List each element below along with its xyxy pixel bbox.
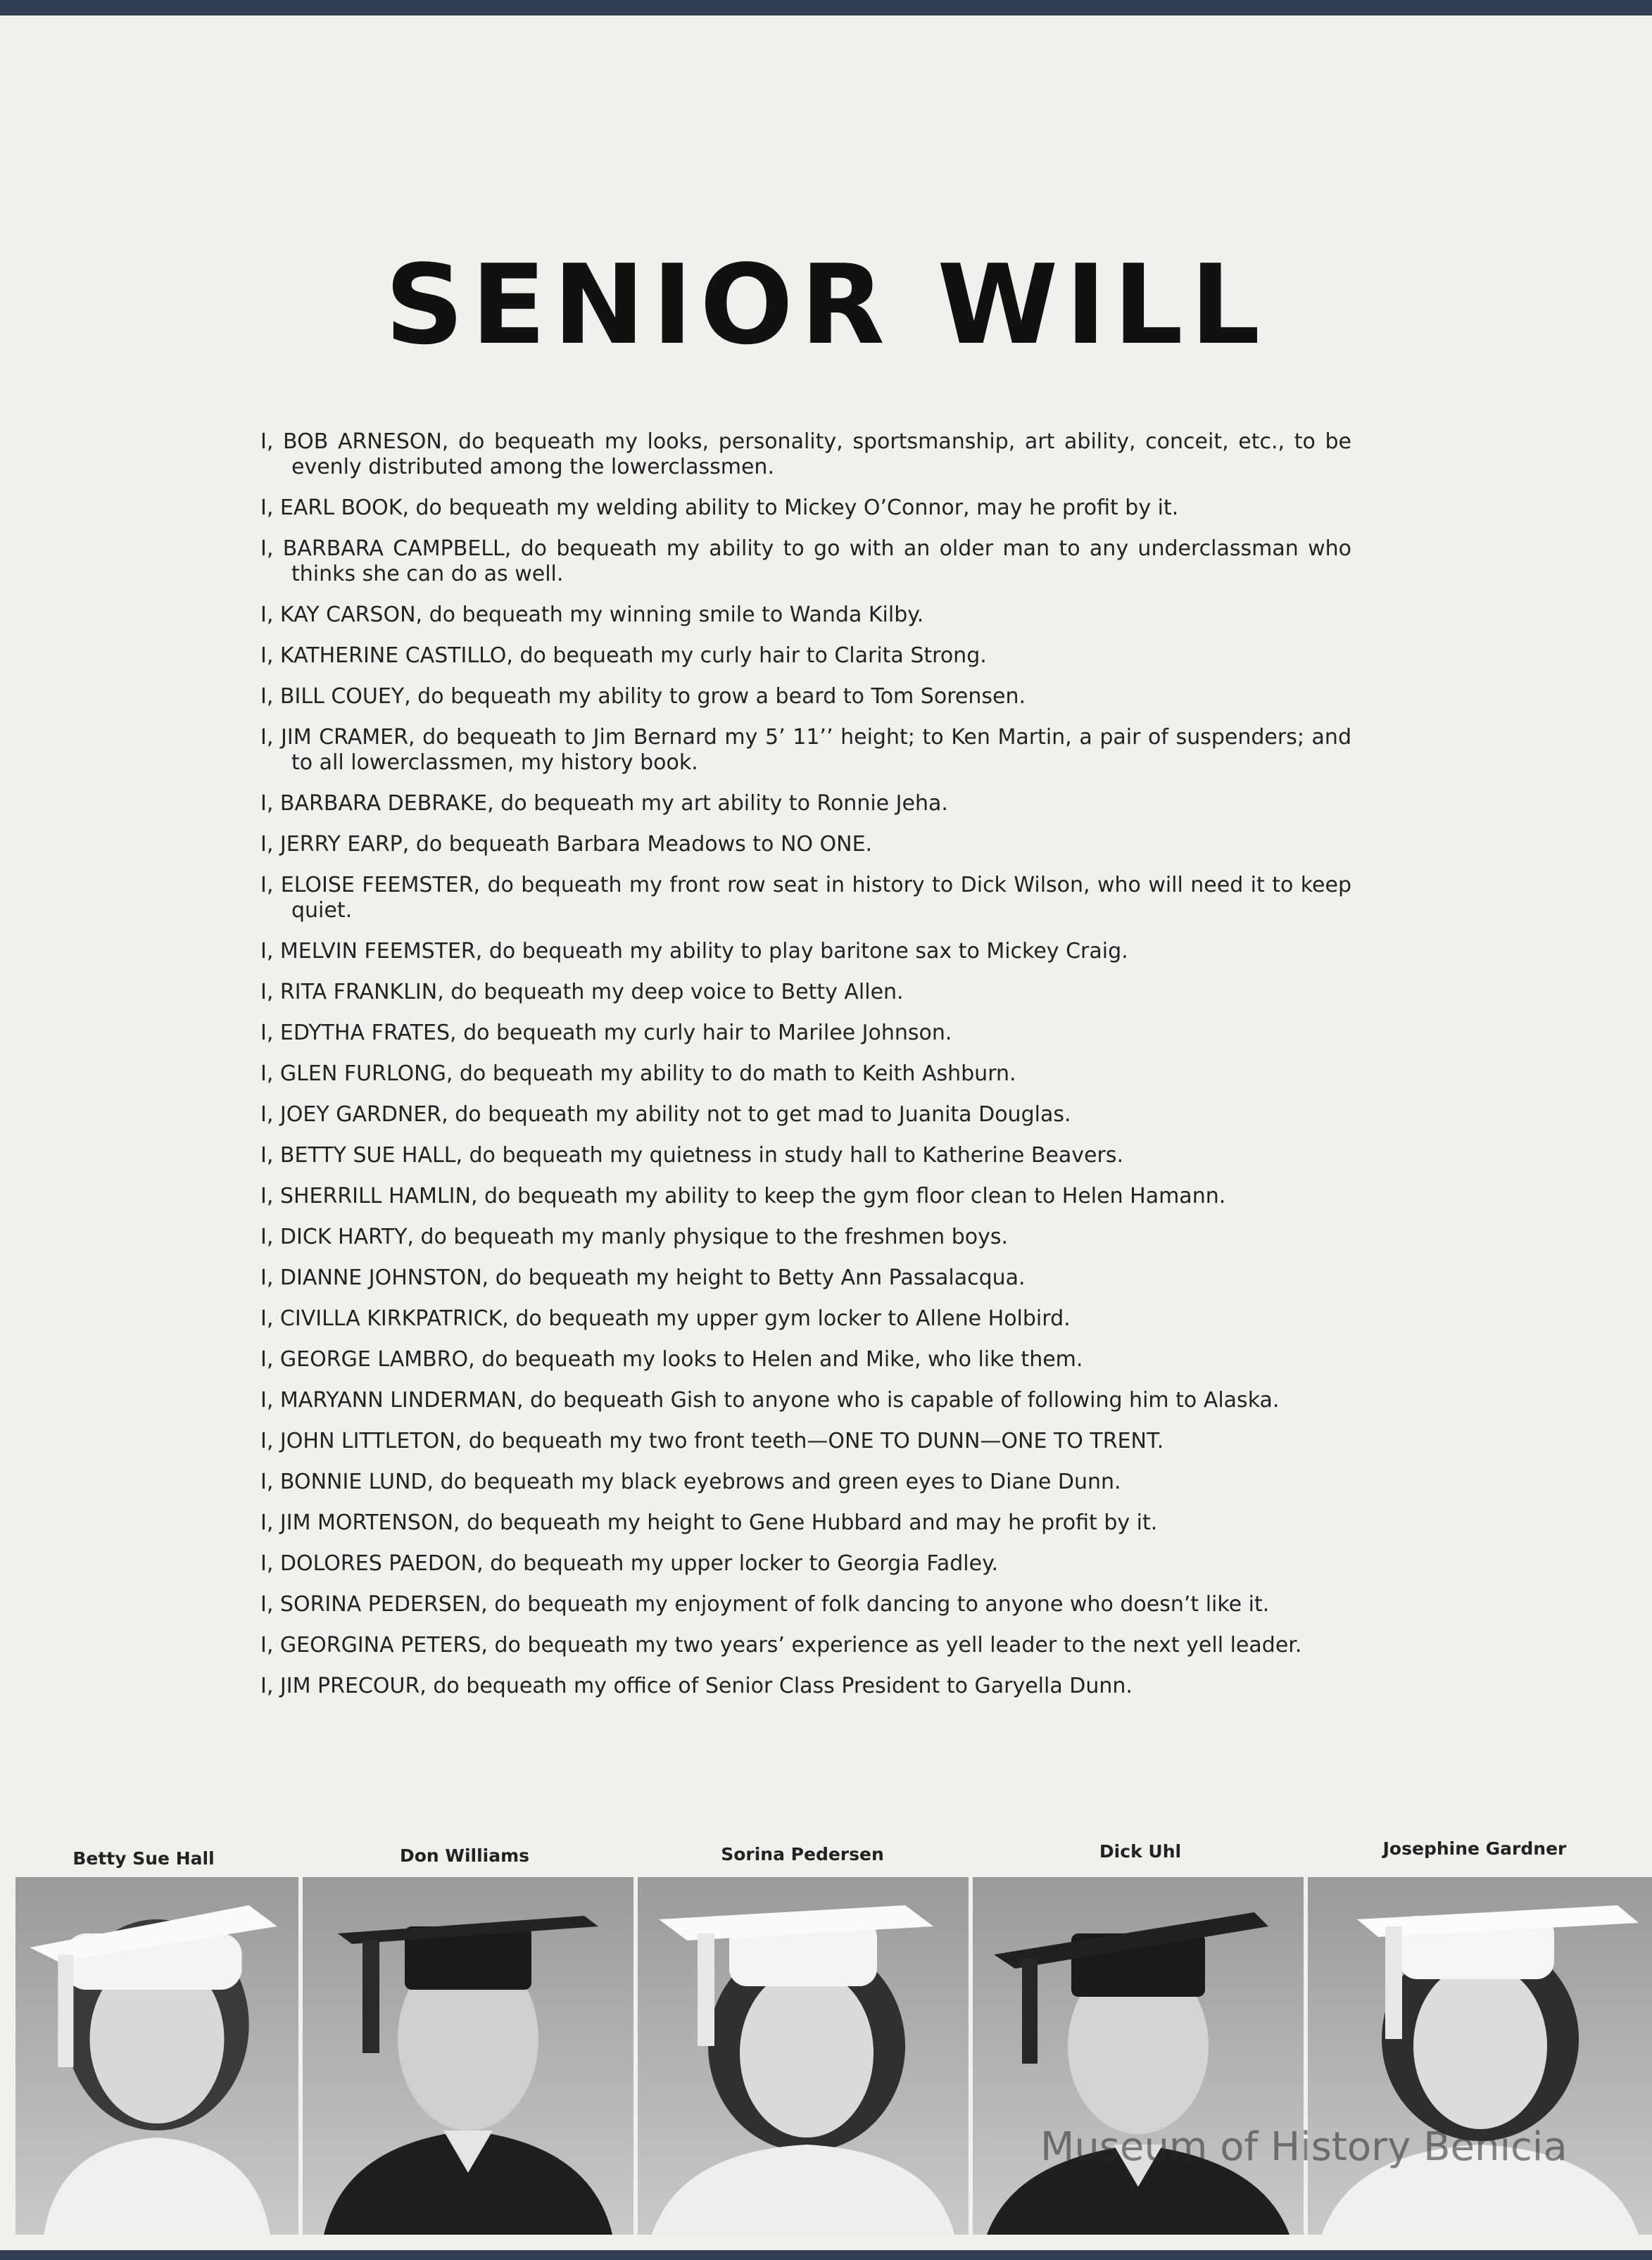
portrait-image bbox=[15, 1877, 298, 2235]
portrait-photo bbox=[1308, 1877, 1652, 2235]
will-entry: I, DOLORES PAEDON, do bequeath my upper locker to Georgia Fadley. bbox=[260, 1551, 999, 1576]
will-entry: I, BONNIE LUND, do bequeath my black eyebrows and green eyes to Diane Dunn. bbox=[260, 1470, 1121, 1494]
watermark: Museum of History Benicia bbox=[1040, 2124, 1568, 2170]
portrait-photo bbox=[303, 1877, 633, 2235]
will-entry: I, CIVILLA KIRKPATRICK, do bequeath my upper gym locker to Allene Holbird. bbox=[260, 1306, 1071, 1331]
portrait-caption: Betty Sue Hall bbox=[72, 1848, 215, 1869]
portrait-photo bbox=[15, 1877, 298, 2235]
will-entry: I, KATHERINE CASTILLO, do bequeath my curly hair to Clarita Strong. bbox=[260, 643, 987, 668]
will-entry: I, BETTY SUE HALL, do bequeath my quietness in study hall to Katherine Beavers. bbox=[260, 1143, 1124, 1168]
will-entry: I, BOB ARNESON, do bequeath my looks, personality, sportsmanship, art ability, conceit, etc., to be evenly distributed among the lowerclassmen. bbox=[260, 429, 1351, 479]
will-entry: I, EARL BOOK, do bequeath my welding ability to Mickey O’Connor, may he profit by it. bbox=[260, 495, 1179, 520]
will-entry: I, JERRY EARP, do bequeath Barbara Meadows to NO ONE. bbox=[260, 832, 873, 857]
portrait-caption: Sorina Pedersen bbox=[721, 1844, 884, 1864]
portrait-caption: Don Williams bbox=[399, 1845, 530, 1866]
will-entry: I, MARYANN LINDERMAN, do bequeath Gish to anyone who is capable of following him to Alaska. bbox=[260, 1388, 1280, 1413]
portrait-captions bbox=[0, 1840, 1652, 1868]
portrait-caption: Josephine Gardner bbox=[1382, 1838, 1567, 1859]
will-entry: I, KAY CARSON, do bequeath my winning smile to Wanda Kilby. bbox=[260, 602, 924, 627]
will-entry: I, BILL COUEY, do bequeath my ability to grow a beard to Tom Sorensen. bbox=[260, 684, 1026, 709]
will-entry: I, ELOISE FEEMSTER, do bequeath my front row seat in history to Dick Wilson, who will need it to keep quiet. bbox=[260, 873, 1351, 923]
will-entry: I, EDYTHA FRATES, do bequeath my curly hair to Marilee Johnson. bbox=[260, 1021, 952, 1045]
will-entries bbox=[260, 429, 1351, 1715]
portrait-strip bbox=[10, 1877, 1652, 2243]
portrait-image bbox=[973, 1877, 1304, 2235]
will-entry: I, JIM PRECOUR, do bequeath my office of Senior Class President to Garyella Dunn. bbox=[260, 1674, 1133, 1698]
will-entry: I, RITA FRANKLIN, do bequeath my deep voice to Betty Allen. bbox=[260, 980, 904, 1004]
portrait-photo bbox=[973, 1877, 1304, 2235]
will-entry: I, JIM CRAMER, do bequeath to Jim Bernard my 5’ 11’’ height; to Ken Martin, a pair of suspenders; and to all lowerclassmen, my history book. bbox=[260, 725, 1351, 775]
portrait-image bbox=[638, 1877, 969, 2235]
will-entry: I, GLEN FURLONG, do bequeath my ability to do math to Keith Ashburn. bbox=[260, 1061, 1016, 1086]
will-entry: I, MELVIN FEEMSTER, do bequeath my ability to play baritone sax to Mickey Craig. bbox=[260, 939, 1128, 964]
will-entry: I, BARBARA DEBRAKE, do bequeath my art ability to Ronnie Jeha. bbox=[260, 791, 948, 816]
will-entry: I, DIANNE JOHNSTON, do bequeath my height to Betty Ann Passalacqua. bbox=[260, 1265, 1026, 1290]
will-entry: I, BARBARA CAMPBELL, do bequeath my ability to go with an older man to any underclassman who thinks she can do as well. bbox=[260, 536, 1351, 586]
will-entry: I, GEORGINA PETERS, do bequeath my two years’ experience as yell leader to the next yell leader. bbox=[260, 1633, 1302, 1658]
will-entry: I, JOHN LITTLETON, do bequeath my two front teeth—ONE TO DUNN—ONE TO TRENT. bbox=[260, 1429, 1164, 1453]
portrait-image bbox=[303, 1877, 633, 2235]
will-entry: I, DICK HARTY, do bequeath my manly physique to the freshmen boys. bbox=[260, 1225, 1009, 1249]
will-entry: I, SHERRILL HAMLIN, do bequeath my ability to keep the gym floor clean to Helen Hamann. bbox=[260, 1184, 1226, 1208]
portrait-caption: Dick Uhl bbox=[1099, 1841, 1182, 1862]
will-entry: I, GEORGE LAMBRO, do bequeath my looks to Helen and Mike, who like them. bbox=[260, 1347, 1083, 1372]
will-entry: I, JOEY GARDNER, do bequeath my ability not to get mad to Juanita Douglas. bbox=[260, 1102, 1071, 1127]
will-entry: I, JIM MORTENSON, do bequeath my height to Gene Hubbard and may he profit by it. bbox=[260, 1510, 1158, 1535]
page-title: SENIOR WILL bbox=[384, 241, 1268, 369]
will-entry: I, SORINA PEDERSEN, do bequeath my enjoyment of folk dancing to anyone who doesn’t like it. bbox=[260, 1592, 1270, 1617]
portrait-image bbox=[1308, 1877, 1652, 2235]
portrait-photo bbox=[638, 1877, 969, 2235]
